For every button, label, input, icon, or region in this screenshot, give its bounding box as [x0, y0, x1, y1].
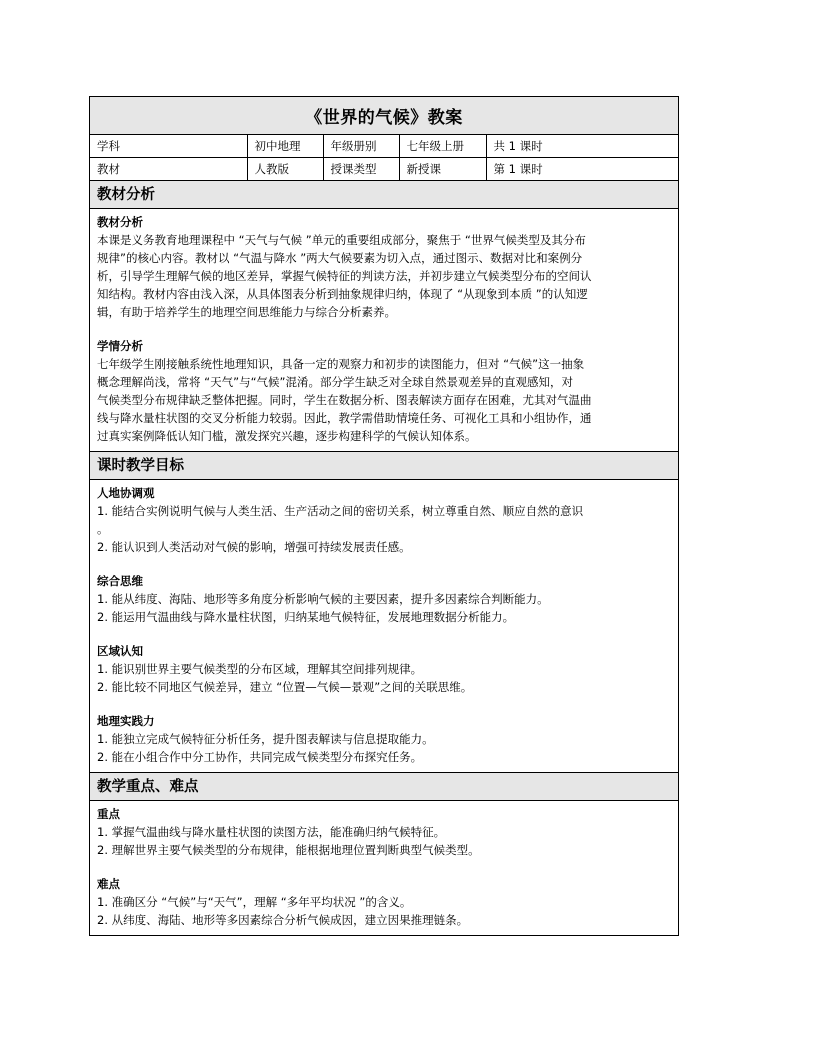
- value-subject: 初中地理: [247, 135, 323, 158]
- goal-item: 2. 能在小组合作中分工协作，共同完成气候类型分布探究任务。: [97, 750, 423, 764]
- student-analysis-paragraph: [97, 355, 670, 445]
- paragraph-line: 本课是义务教育地理课程中 “天气与气候 ”单元的重要组成部分，聚焦于 “世界气候类型及其分布: [97, 233, 586, 247]
- paragraph-line: 知结构。教材内容由浅入深，从具体图表分析到抽象规律归纳，体现了 “从现象到本质 ”的认知逻: [97, 287, 588, 301]
- paragraph-line: 七年级学生刚接触系统性地理知识，具备一定的观察力和初步的读图能力，但对 “气候”这一抽象: [97, 357, 585, 371]
- value-total-periods: 共 1 课时: [486, 135, 678, 158]
- goal-group-title: 地理实践力: [97, 714, 155, 728]
- section-heading-analysis: 教材分析: [90, 181, 678, 209]
- label-lesson-type: 授课类型: [323, 158, 399, 181]
- goal-item: 2. 能认识到人类活动对气候的影响，增强可持续发展责任感。: [97, 540, 411, 554]
- keypoint-item: 2. 理解世界主要气候类型的分布规律，能根据地理位置判断典型气候类型。: [97, 843, 480, 857]
- goal-item: 1. 能从纬度、海陆、地形等多角度分析影响气候的主要因素，提升多因素综合判断能力。: [97, 592, 549, 606]
- paragraph-line: 概念理解尚浅，常将 “天气”与“气候”混淆。部分学生缺乏对全球自然景观差异的直观感知，对: [97, 375, 573, 389]
- value-textbook: 人教版: [247, 158, 323, 181]
- goal-item: 1. 能独立完成气候特征分析任务，提升图表解读与信息提取能力。: [97, 732, 434, 746]
- section-heading-keypoints: 教学重点、难点: [90, 773, 678, 801]
- label-grade: 年级册别: [323, 135, 399, 158]
- paragraph-line: 线与降水量柱状图的交叉分析能力较弱。因此，教学需借助情境任务、可视化工具和小组协作，通: [97, 411, 592, 425]
- section-body-keypoints: [90, 801, 678, 935]
- goal-item: 2. 能运用气温曲线与降水量柱状图，归纳某地气候特征，发展地理数据分析能力。: [97, 610, 515, 624]
- document-title: 《世界的气候》教案: [90, 97, 678, 135]
- goal-item: 1. 能识别世界主要气候类型的分布区域，理解其空间排列规律。: [97, 662, 423, 676]
- value-grade: 七年级上册: [399, 135, 486, 158]
- value-lesson-type: 新授课: [399, 158, 486, 181]
- value-current-period: 第 1 课时: [486, 158, 678, 181]
- keypoint-item: 2. 从纬度、海陆、地形等多因素综合分析气候成因，建立因果推理链条。: [97, 913, 469, 927]
- goal-group-title: 人地协调观: [97, 486, 155, 500]
- keypoint-group-title: 重点: [97, 807, 120, 821]
- keypoint-item: 1. 准确区分 “气候”与“天气”，理解 “多年平均状况 ”的含义。: [97, 895, 412, 909]
- goal-item: 2. 能比较不同地区气候差异，建立 “位置—气候—景观”之间的关联思维。: [97, 680, 473, 694]
- goal-item: 。: [97, 522, 109, 536]
- paragraph-line: 析，引导学生理解气候的地区差异，掌握气候特征的判读方法，并初步建立气候类型分布的空间认: [97, 269, 592, 283]
- section-body-goals: [90, 480, 678, 773]
- label-subject: 学科: [90, 135, 247, 158]
- subheading-textbook-analysis: 教材分析: [97, 215, 143, 229]
- goal-group-title: 区域认知: [97, 644, 143, 658]
- keypoint-item: 1. 掌握气温曲线与降水量柱状图的读图方法，能准确归纳气候特征。: [97, 825, 446, 839]
- label-textbook: 教材: [90, 158, 247, 181]
- section-heading-goals: 课时教学目标: [90, 452, 678, 480]
- paragraph-line: 规律”的核心内容。教材以 “气温与降水 ”两大气候要素为切入点，通过图示、数据对比和案例分: [97, 251, 583, 265]
- section-body-analysis: [90, 209, 678, 452]
- paragraph-line: 气候类型分布规律缺乏整体把握。同时，学生在数据分析、图表解读方面存在困难，尤其对气温曲: [97, 393, 592, 407]
- keypoint-group-title: 难点: [97, 877, 120, 891]
- lesson-plan-sheet: [89, 96, 679, 936]
- goal-item: 1. 能结合实例说明气候与人类生活、生产活动之间的密切关系，树立尊重自然、顺应自然的意识: [97, 504, 584, 518]
- paragraph-line: 辑，有助于培养学生的地理空间思维能力与综合分析素养。: [97, 305, 396, 319]
- info-row-textbook: [90, 158, 678, 181]
- info-row-subject: [90, 135, 678, 158]
- paragraph-line: 过真实案例降低认知门槛，激发探究兴趣，逐步构建科学的气候认知体系。: [97, 429, 477, 443]
- subheading-student-analysis: 学情分析: [97, 339, 143, 353]
- textbook-analysis-paragraph: [97, 231, 670, 321]
- goal-group-title: 综合思维: [97, 574, 143, 588]
- info-table: [90, 135, 678, 181]
